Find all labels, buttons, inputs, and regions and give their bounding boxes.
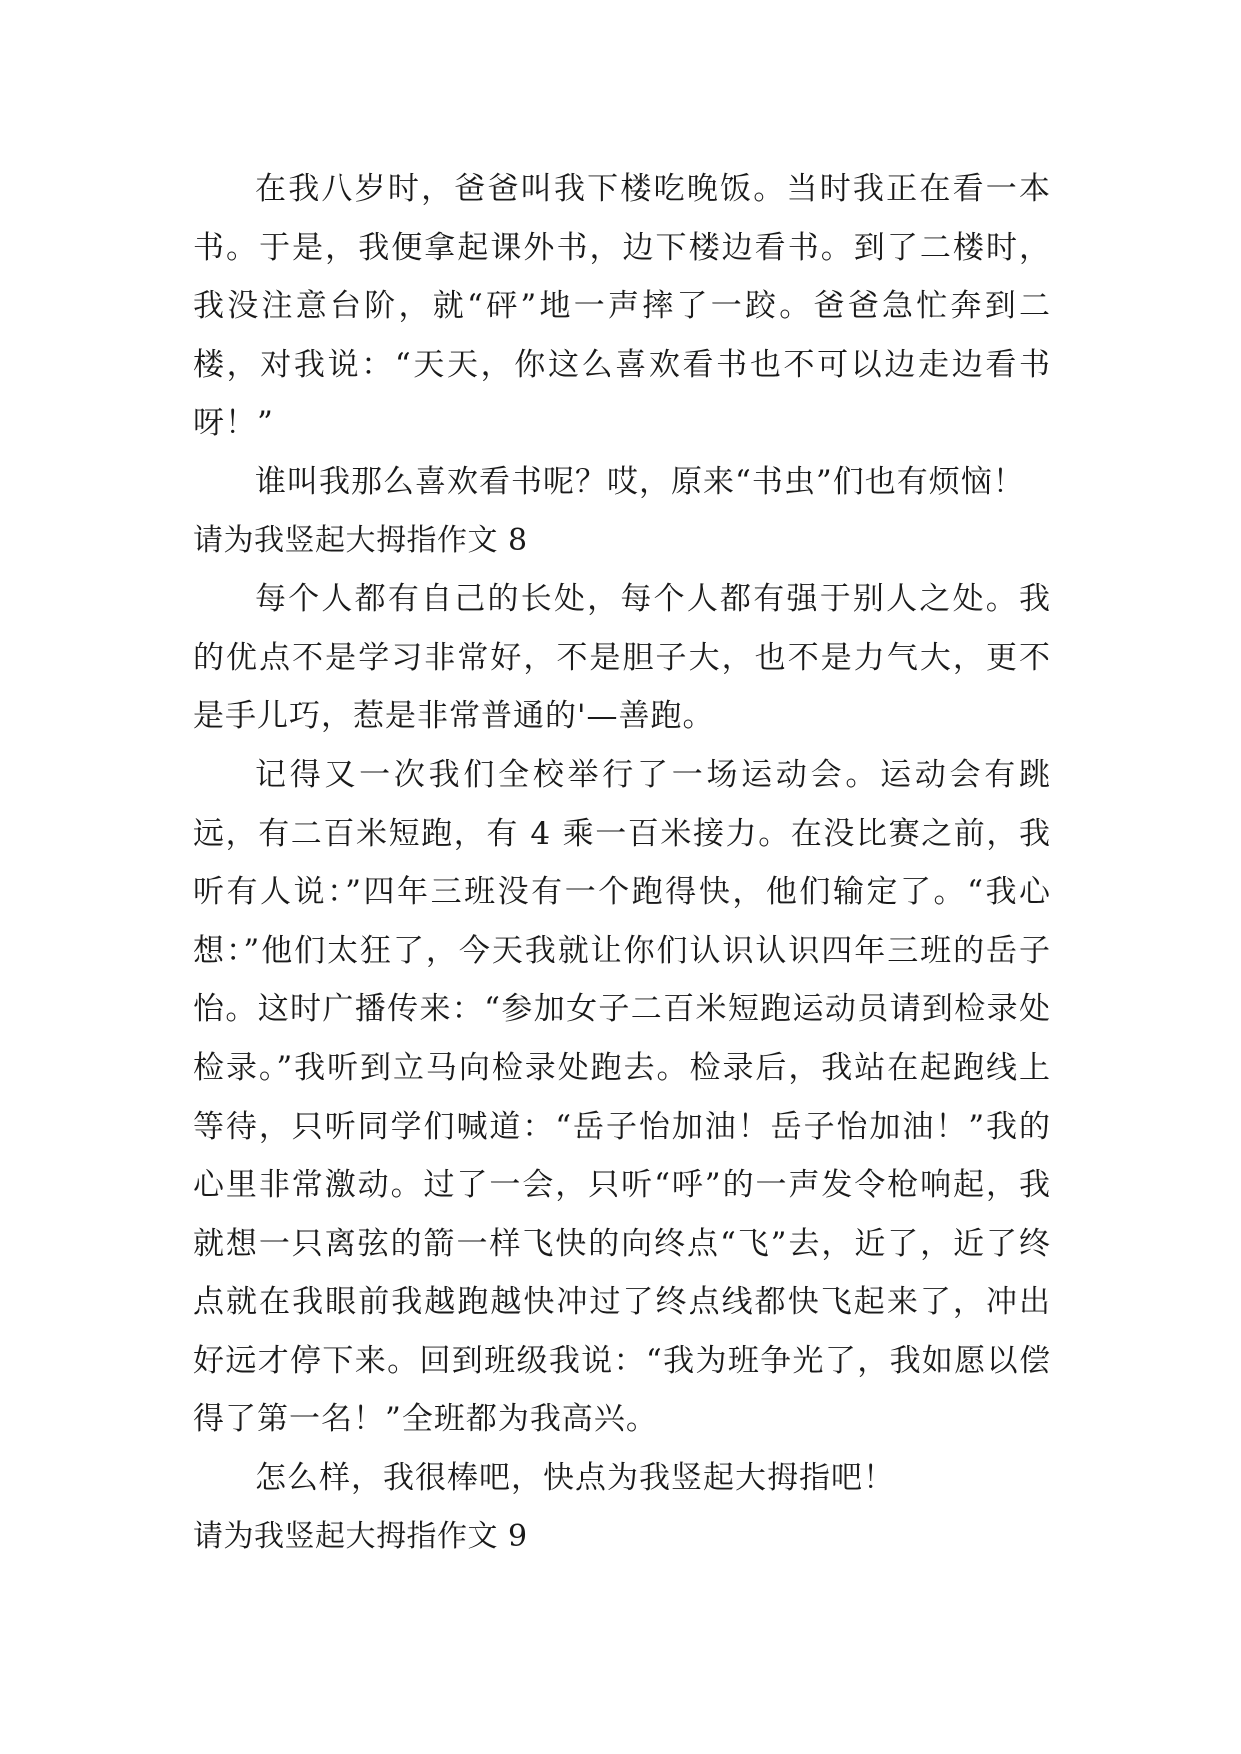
- section-heading: 请为我竖起大拇指作文 9: [193, 1518, 528, 1554]
- section-heading: 请为我竖起大拇指作文 8: [193, 522, 528, 558]
- document-page: [193, 160, 1051, 1566]
- paragraph: 谁叫我那么喜欢看书呢？哎，原来“书虫”们也有烦恼！: [255, 463, 1025, 500]
- paragraph: 在我八岁时，爸爸叫我下楼吃晚饭。当时我正在看一本书。于是，我便拿起课外书，边下楼边看书。到了二楼时，我没注意台阶，就“砰”地一声摔了一跤。爸爸急忙奔到二楼，对我说：“天天，你这么喜欢看书也不可以边走边看书呀！”: [193, 171, 1051, 442]
- paragraph: 每个人都有自己的长处，每个人都有强于别人之处。我的优点不是学习非常好，不是胆子大，也不是力气大，更不是手儿巧，惹是非常普通的'—善跑。: [193, 581, 1051, 735]
- paragraph: 怎么样，我很棒吧，快点为我竖起大拇指吧！: [255, 1460, 895, 1497]
- paragraph: 记得又一次我们全校举行了一场运动会。运动会有跳远，有二百米短跑，有 4 乘一百米接力。在没比赛之前，我听有人说：”四年三班没有一个跑得快，他们输定了。“我心想：”他们太狂了，今天我就让你们认识认识四年三班的岳子怡。这时广播传来：“参加女子二百米短跑运动员请到检录处检录。”我听到立马向检录处跑去。检录后，我站在起跑线上等待，只听同学们喊道：“岳子怡加油！岳子怡加油！”我的心里非常激动。过了一会，只听“呼”的一声发令枪响起，我就想一只离弦的箭一样飞快的向终点“飞”去，近了，近了终点就在我眼前我越跑越快冲过了终点线都快飞起来了，冲出好远才停下来。回到班级我说：“我为班争光了，我如愿以偿得了第一名！”全班都为我高兴。: [193, 756, 1051, 1438]
